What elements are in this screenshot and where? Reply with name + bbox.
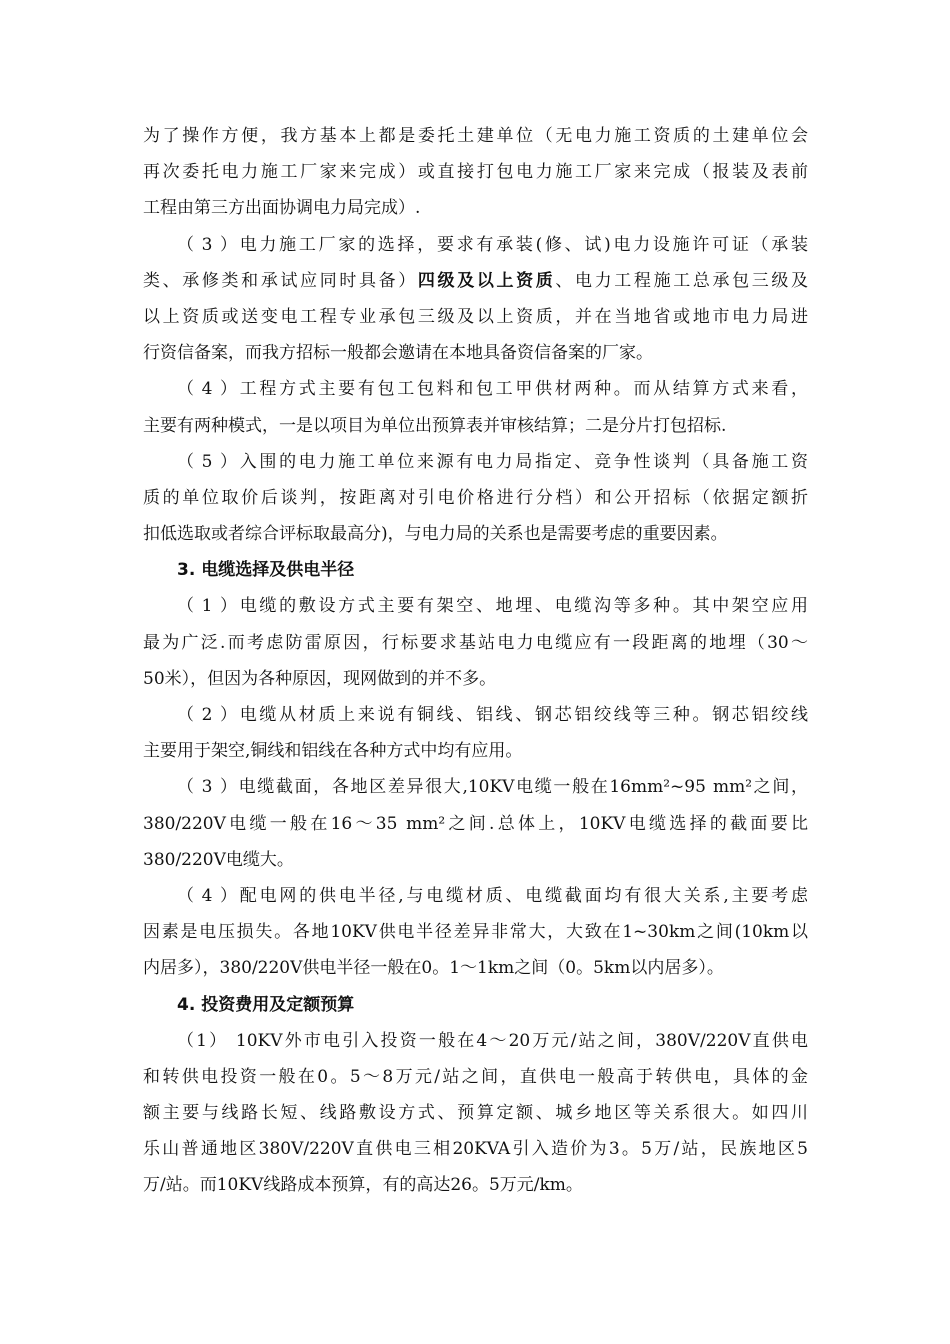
- paragraph-engineering-method: [143, 371, 808, 407]
- text-line: 乐山普通地区380V/220V直供电三相20KVA引入造价为3。5万/站，民族地区5: [143, 1139, 808, 1160]
- text-line: 扣低选取或者综合评标取最高分)，与电力局的关系也是需要考虑的重要因素。: [143, 524, 728, 545]
- text-line: 最为广泛.而考虑防雷原因，行标要求基站电力电缆应有一段距离的地埋（30～: [143, 632, 808, 653]
- paragraph-cable-laying: [143, 588, 808, 624]
- paragraph-cable-material: [143, 697, 808, 733]
- item-number: （5）: [177, 451, 237, 472]
- text-span: 类、承修类和承试应同时具备）: [143, 270, 418, 291]
- text-line: 380/220V电缆大。: [143, 849, 294, 870]
- text-line: 和转供电投资一般在0。5～8万元/站之间，直供电一般高于转供电，具体的金: [143, 1066, 808, 1087]
- text-line: 质的单位取价后谈判，按距离对引电价格进行分档）和公开招标（依据定额折: [143, 487, 808, 508]
- text-line: 再次委托电力施工厂家来完成）或直接打包电力施工厂家来完成（报装及表前: [143, 162, 808, 183]
- text-line: 额主要与线路长短、线路敷设方式、预算定额、城乡地区等关系很大。如四川: [143, 1103, 808, 1124]
- text-line: 主要有两种模式，一是以项目为单位出预算表并审核结算；二是分片打包招标.: [143, 415, 727, 436]
- paragraph-cable-section: [143, 769, 808, 805]
- text-span: 工程方式主要有包工包料和包工甲供材两种。而从结算方式来看，: [237, 379, 808, 400]
- paragraph-shortlisted-contractors: [143, 444, 808, 480]
- text-line: 内居多），380/220V供电半径一般在0。1～1km之间（0。5km以内居多）。: [143, 958, 724, 979]
- paragraph-supply-radius: [143, 878, 808, 914]
- item-number: （2）: [177, 705, 237, 725]
- item-number: （3）: [177, 234, 237, 255]
- text-span: 电力施工厂家的选择，要求有承装(修、试)电力设施许可证（承装: [237, 234, 808, 255]
- bold-text: 四级及以上资质: [417, 270, 556, 291]
- text-line: 380/220V电缆一般在16～35 mm²之间.总体上，10KV电缆选择的截面要比: [143, 813, 808, 834]
- text-span: 电缆从材质上来说有铜线、铝线、钢芯铝绞线等三种。钢芯铝绞线: [237, 705, 808, 725]
- text-line: 以上资质或送变电工程专业承包三级及以上资质，并在当地省或地市电力局进: [143, 306, 808, 327]
- text-line: 工程由第三方出面协调电力局完成）.: [143, 198, 421, 219]
- text-span: 电缆截面，各地区差异很大,10KV电缆一般在16mm²~95 mm²之间，: [237, 777, 808, 798]
- text-line: 主要用于架空,铜线和铝线在各种方式中均有应用。: [143, 741, 523, 762]
- paragraph-contractor-selection: [143, 227, 808, 263]
- item-number: （4）: [177, 379, 237, 400]
- text-line: 因素是电压损失。各地10KV供电半径差异非常大，大致在1~30km之间(10km以: [143, 922, 808, 943]
- item-number: （3）: [177, 777, 237, 798]
- text-span: 入围的电力施工单位来源有电力局指定、竞争性谈判（具备施工资: [237, 451, 808, 472]
- text-span: 电缆的敷设方式主要有架空、地埋、电缆沟等多种。其中架空应用: [237, 596, 808, 617]
- text-span: 、电力工程施工总承包三级及: [555, 270, 809, 291]
- document-body: [143, 118, 808, 1204]
- item-number: （4）: [177, 885, 237, 906]
- item-number: （1）: [177, 596, 237, 617]
- text-span: 配电网的供电半径,与电缆材质、电缆截面均有很大关系,主要考虑: [237, 885, 808, 906]
- paragraph-investment: （1） 10KV外市电引入投资一般在4～20万元/站之间，380V/220V直供电: [177, 1030, 808, 1051]
- text-line: 行资信备案，而我方招标一般都会邀请在本地具备资信备案的厂家。: [143, 343, 653, 364]
- text-line: 万/站。而10KV线路成本预算，有的高达26。5万元/km。: [143, 1175, 583, 1196]
- section-heading-investment-cost: 4. 投资费用及定额预算: [177, 994, 355, 1015]
- text-line: 50米），但因为各种原因，现网做到的并不多。: [143, 668, 497, 689]
- text-line: [143, 263, 808, 299]
- text-line: 为了操作方便，我方基本上都是委托土建单位（无电力施工资质的土建单位会: [143, 126, 808, 146]
- section-heading-cable-selection: 3. 电缆选择及供电半径: [177, 560, 355, 581]
